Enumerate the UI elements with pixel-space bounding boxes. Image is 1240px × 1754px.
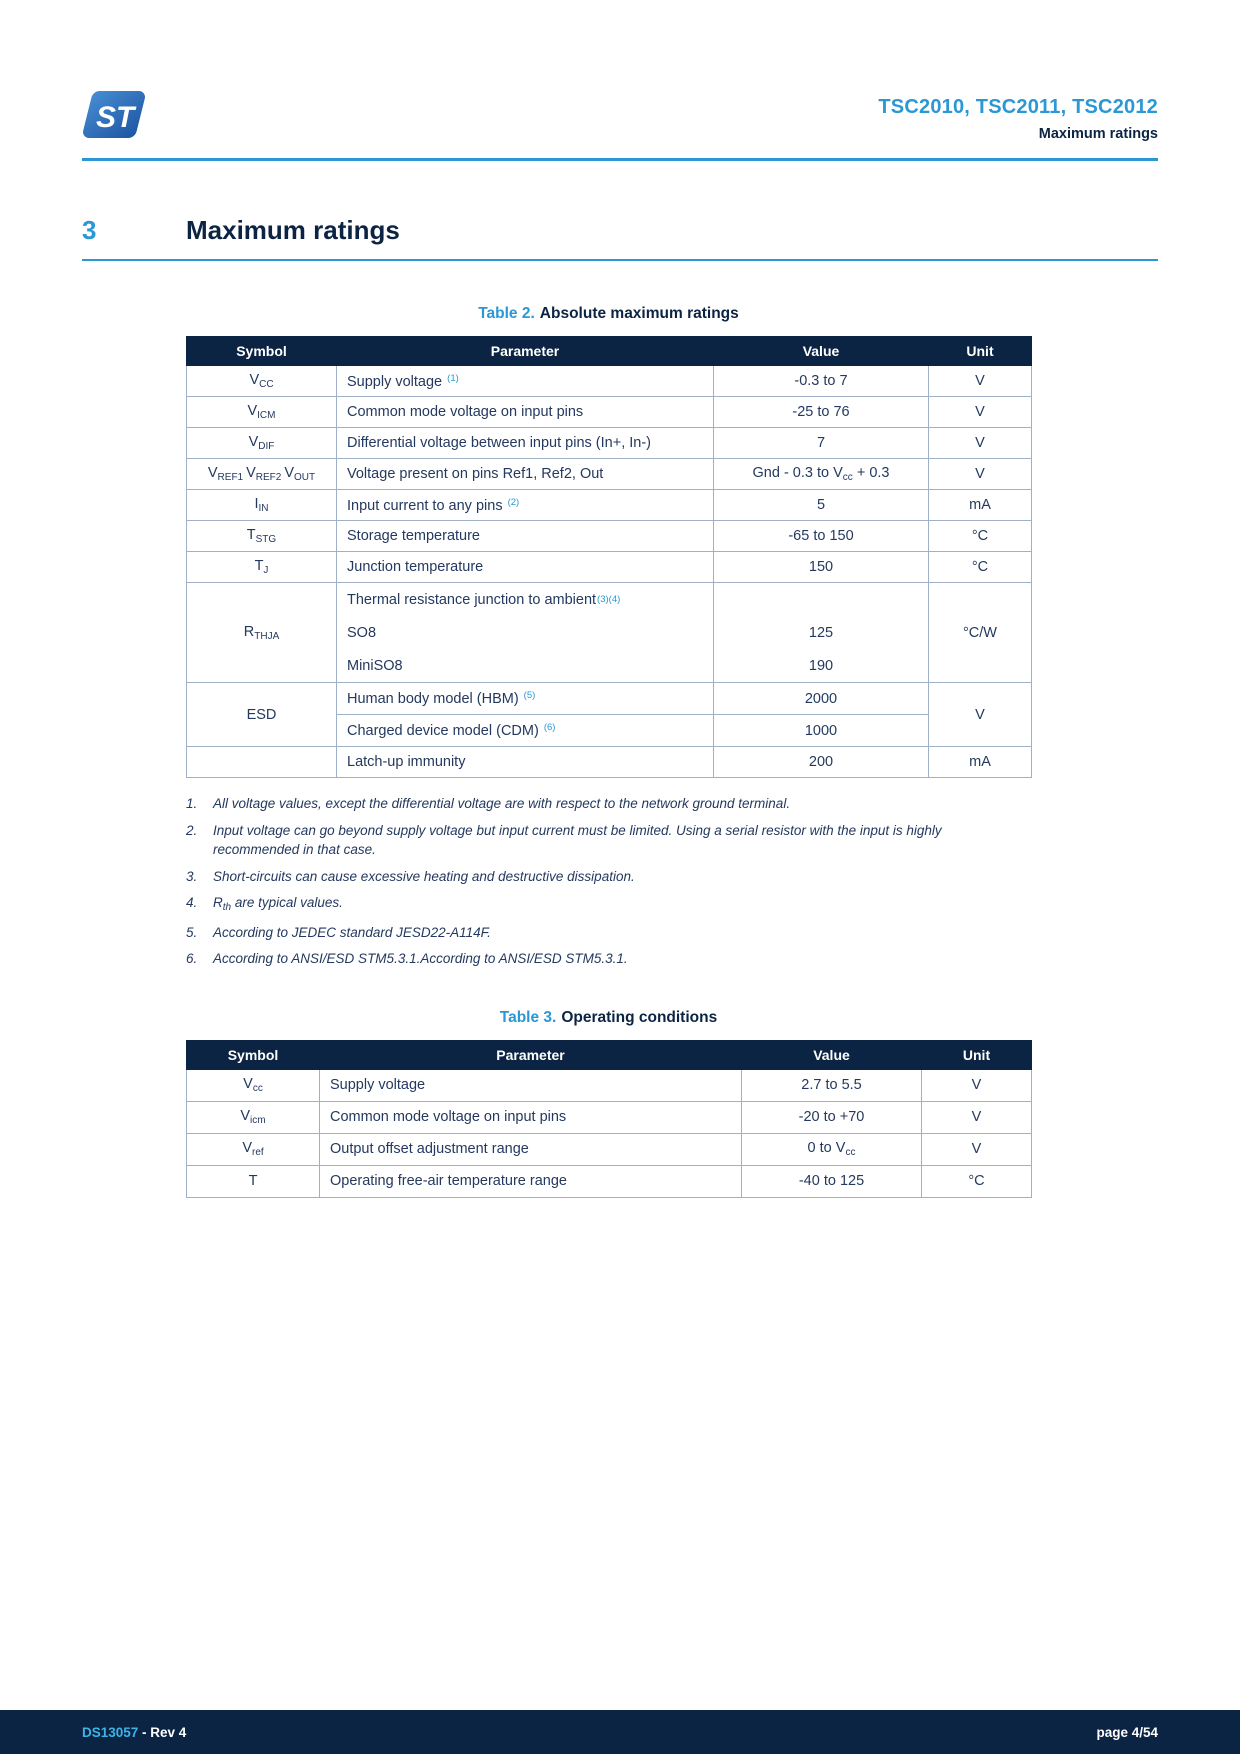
- symbol-cell: [187, 747, 337, 778]
- unit-cell: mA: [929, 747, 1032, 778]
- unit-cell: °C: [929, 521, 1032, 552]
- unit-cell: mA: [929, 490, 1032, 521]
- value-cell: 125 190: [714, 583, 929, 683]
- symbol-cell: $V_{DIF}$: [187, 428, 337, 459]
- page-header: [0, 0, 1240, 142]
- unit-cell: V: [929, 428, 1032, 459]
- table-row: [187, 747, 1032, 778]
- table3-caption: [186, 1009, 1031, 1027]
- table-row: [187, 490, 1032, 521]
- column-header-unit: Unit: [922, 1040, 1032, 1069]
- symbol-cell: $V_{CC}$: [187, 366, 337, 397]
- table-row: [187, 521, 1032, 552]
- column-header-unit: Unit: [929, 337, 1032, 366]
- symbol-cell: T: [187, 1165, 320, 1197]
- unit-cell: V: [922, 1069, 1032, 1101]
- parameter-cell: Common mode voltage on input pins: [337, 397, 714, 428]
- footnotes: [186, 794, 1031, 969]
- footnote-ref[interactable]: (6): [543, 722, 556, 733]
- parameter-cell: Charged device model (CDM) $^{(6)}$: [337, 715, 714, 747]
- table-row: [187, 397, 1032, 428]
- table-header-row: [187, 1040, 1032, 1069]
- footnote: 1. All voltage values, except the differential voltage are with respect to the network ground terminal.: [186, 796, 791, 811]
- page-footer: [0, 1710, 1240, 1754]
- table-row: [187, 459, 1032, 490]
- value-cell: 1000: [714, 715, 929, 747]
- value-cell: 7: [714, 428, 929, 459]
- value-cell: 150: [714, 552, 929, 583]
- value-cell: -40 to 125: [742, 1165, 922, 1197]
- value-cell: 5: [714, 490, 929, 521]
- unit-cell: V: [929, 459, 1032, 490]
- section-title: Maximum ratings: [186, 215, 400, 245]
- unit-cell: V: [922, 1101, 1032, 1133]
- parameter-cell: Common mode voltage on input pins: [320, 1101, 742, 1133]
- footnote-ref[interactable]: (5): [523, 690, 536, 701]
- unit-cell: V: [929, 683, 1032, 747]
- symbol-cell: $R_{THJA}$: [187, 583, 337, 683]
- section-rule: [82, 259, 1158, 261]
- header-right: [878, 90, 1158, 142]
- table3-label: Table 3.: [499, 1008, 557, 1026]
- symbol-cell: $I_{IN}$: [187, 490, 337, 521]
- symbol-cell: $V_{icm}$: [187, 1101, 320, 1133]
- table-row: [187, 1133, 1032, 1165]
- column-header-parameter: Parameter: [320, 1040, 742, 1069]
- parameter-cell: Latch-up immunity: [337, 747, 714, 778]
- table-row: [187, 1101, 1032, 1133]
- doc-revision: - Rev 4: [138, 1724, 187, 1740]
- unit-cell: V: [929, 366, 1032, 397]
- table-header-row: [187, 337, 1032, 366]
- symbol-cell: $T_J$: [187, 552, 337, 583]
- section-heading: [82, 215, 1158, 246]
- footnote: 4. $R_{th}$ are typical values.: [186, 895, 343, 914]
- footnote-ref[interactable]: (1): [447, 372, 459, 384]
- parameter-cell: Storage temperature: [337, 521, 714, 552]
- table2-caption: [186, 305, 1031, 323]
- footnote: 5. According to JEDEC standard JESD22-A114F.: [186, 924, 491, 940]
- table-row: [187, 428, 1032, 459]
- column-header-symbol: Symbol: [187, 1040, 320, 1069]
- unit-cell: °C/W: [929, 583, 1032, 683]
- table-row-esd-hbm: [187, 683, 1032, 715]
- unit-cell: °C: [922, 1165, 1032, 1197]
- symbol-cell: $T_{STG}$: [187, 521, 337, 552]
- doc-reference: [82, 1725, 186, 1740]
- value-cell: 2000: [714, 683, 929, 715]
- footnote-ref[interactable]: (3)(4): [597, 594, 621, 605]
- parameter-cell: Junction temperature: [337, 552, 714, 583]
- column-header-value: Value: [714, 337, 929, 366]
- table2-label: Table 2.: [478, 305, 535, 322]
- footnote-ref[interactable]: (2): [507, 496, 520, 508]
- unit-cell: V: [922, 1133, 1032, 1165]
- value-cell: -65 to 150: [714, 521, 929, 552]
- table-row: [187, 1165, 1032, 1197]
- symbol-cell: $V_{ICM}$: [187, 397, 337, 428]
- parameter-cell: Supply voltage $^{(1)}$: [337, 366, 714, 397]
- parameter-cell: Human body model (HBM) $^{(5)}$: [337, 683, 714, 715]
- table-row: [187, 1069, 1032, 1101]
- symbol-cell: $V_{ref}$: [187, 1133, 320, 1165]
- value-cell: -20 to +70: [742, 1101, 922, 1133]
- symbol-cell: $V_{REF1}$ $V_{REF2}$ $V_{OUT}$: [187, 459, 337, 490]
- operating-conditions-table: [186, 1040, 1032, 1198]
- parameter-cell: Input current to any pins $^{(2)}$: [337, 490, 714, 521]
- unit-cell: °C: [929, 552, 1032, 583]
- absolute-maximum-ratings-table: [186, 336, 1032, 778]
- page-number: page 4/54: [1096, 1724, 1158, 1740]
- column-header-parameter: Parameter: [337, 337, 714, 366]
- footnote: 2. Input voltage can go beyond supply voltage but input current must be limited. Using a serial resistor with the input is highly recommended in that case.: [186, 822, 942, 858]
- footnote: 3. Short-circuits can cause excessive heating and destructive dissipation.: [186, 868, 635, 884]
- table2-title: Absolute maximum ratings: [539, 305, 739, 322]
- value-cell: -0.3 to 7: [714, 366, 929, 397]
- section-number: 3: [82, 215, 97, 245]
- symbol-cell: $V_{cc}$: [187, 1069, 320, 1101]
- value-cell: -25 to 76: [714, 397, 929, 428]
- st-logo-icon: [82, 90, 146, 139]
- parameter-cell: Differential voltage between input pins (In+, In-): [337, 428, 714, 459]
- header-rule: [82, 158, 1158, 161]
- parameter-cell: Supply voltage: [320, 1069, 742, 1101]
- table-row: [187, 552, 1032, 583]
- parameter-cell: Thermal resistance junction to ambient (3)(4) SO8 MiniSO8: [337, 583, 714, 683]
- footnote: 6. According to ANSI/ESD STM5.3.1.According to ANSI/ESD STM5.3.1.: [186, 951, 628, 967]
- value-cell: 0 to $V_{cc}$: [742, 1133, 922, 1165]
- parameter-cell: Output offset adjustment range: [320, 1133, 742, 1165]
- parameter-cell: Operating free-air temperature range: [320, 1165, 742, 1197]
- table3-title: Operating conditions: [561, 1008, 718, 1026]
- unit-cell: V: [929, 397, 1032, 428]
- parameter-cell: Voltage present on pins Ref1, Ref2, Out: [337, 459, 714, 490]
- table-row-thermal: [187, 583, 1032, 683]
- doc-number: DS13057: [82, 1724, 139, 1740]
- column-header-symbol: Symbol: [187, 337, 337, 366]
- value-cell: 200: [714, 747, 929, 778]
- part-numbers: TSC2010, TSC2011, TSC2012: [878, 96, 1158, 118]
- value-cell: Gnd - 0.3 to $V_{cc} + 0.3$: [714, 459, 929, 490]
- st-logo-text: ST: [96, 101, 135, 134]
- value-cell: 2.7 to 5.5: [742, 1069, 922, 1101]
- column-header-value: Value: [742, 1040, 922, 1069]
- header-subtitle: Maximum ratings: [1038, 126, 1158, 142]
- symbol-cell: ESD: [187, 683, 337, 747]
- table-row: [187, 366, 1032, 397]
